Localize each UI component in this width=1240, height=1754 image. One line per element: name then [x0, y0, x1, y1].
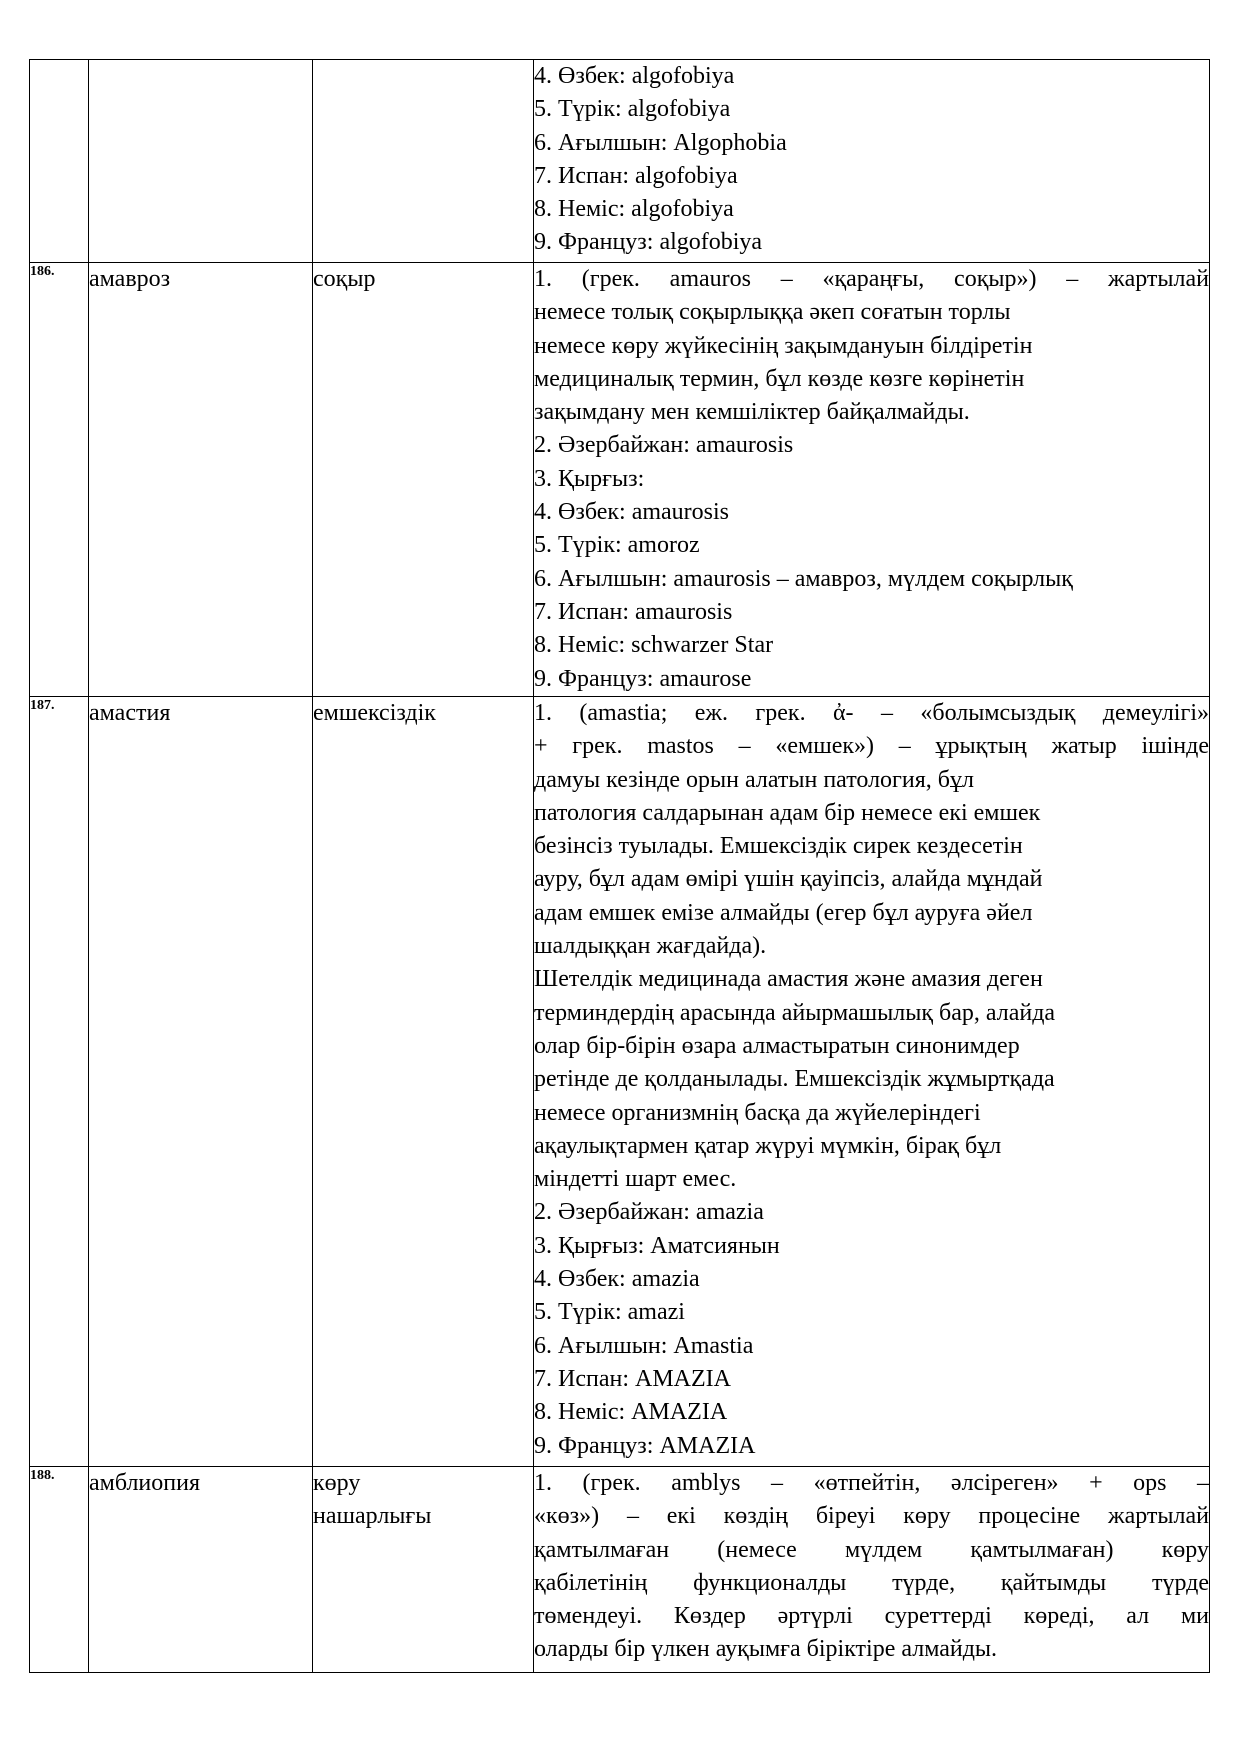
- entry-kazakh-term: [313, 263, 534, 697]
- definition-line: 3. Қырғыз: Аматсиянын: [534, 1232, 780, 1259]
- definition-line: 6. Ағылшын: Amastia: [534, 1332, 754, 1359]
- entry-term: [89, 60, 313, 263]
- definition-line: 3. Қырғыз:: [534, 465, 645, 492]
- entry-number: 187.: [30, 697, 89, 1467]
- definition-line: патология салдарынан адам бір немесе екі емшек: [534, 799, 1041, 826]
- definition-line: + грек. mastos – «емшек») – ұрықтың жатыр ішінде: [534, 733, 1209, 760]
- definition-line: 1. (грек. amblys – «өтпейтін, әлсіреген» + ops –: [534, 1470, 1209, 1496]
- definition-line: Шетелдік медицинада амастия және амазия деген: [534, 966, 1043, 993]
- definition-line: немесе толық соқырлыққа әкеп соғатын торлы: [534, 299, 1011, 326]
- definition-line: терминдердің арасында айырмашылық бар, алайда: [534, 999, 1056, 1026]
- definition-line: қабілетінің функционалды түрде, қайтымды түрде: [534, 1569, 1209, 1596]
- definition-line: 4. Өзбек: amaurosis: [534, 499, 729, 526]
- definition-line: 8. Неміс: algofobiya: [534, 196, 734, 223]
- entry-number: [30, 60, 89, 263]
- definition-line: 2. Әзербайжан: amazia: [534, 1199, 764, 1226]
- definition-line: 7. Испан: algofobiya: [534, 162, 738, 189]
- definition-line: төмендеуі. Көздер әртүрлі суреттерді көреді, ал ми: [534, 1603, 1209, 1630]
- definition-line: 5. Түрік: amoroz: [534, 532, 700, 559]
- definition-line: зақымдану мен кемшіліктер байқалмайды.: [534, 399, 970, 426]
- definition-line: 2. Әзербайжан: amaurosis: [534, 432, 794, 459]
- definition-line: 9. Француз: AMAZIA: [534, 1432, 756, 1459]
- table-row: [30, 697, 1210, 1467]
- definition-line: 7. Испан: amaurosis: [534, 598, 733, 625]
- table-body: [30, 60, 1210, 1673]
- definition-line: адам емшек емізе алмайды (егер бұл ауруға әйел: [534, 899, 1033, 926]
- entry-definition: [534, 697, 1210, 1467]
- kazakh-term-line: нашарлығы: [313, 1503, 432, 1530]
- definition-line: қамтылмаған (немесе мүлдем қамтылмаған) көру: [534, 1536, 1209, 1563]
- definition-line: шалдыққан жағдайда).: [534, 933, 767, 960]
- kazakh-term-line: соқыр: [313, 266, 376, 292]
- definition-line: ақаулықтармен қатар жүруі мүмкін, бірақ бұл: [534, 1132, 1002, 1159]
- kazakh-term-line: көру: [313, 1470, 361, 1496]
- kazakh-term-line: емшексіздік: [313, 700, 436, 726]
- entry-term: амавроз: [89, 263, 313, 697]
- definition-line: 6. Ағылшын: Algophobia: [534, 129, 787, 156]
- table-row: [30, 263, 1210, 697]
- definition-line: оларды бір үлкен ауқымға біріктіре алмайды.: [534, 1636, 998, 1663]
- definition-line: немесе көру жүйкесінің зақымдануын білдіретін: [534, 332, 1033, 359]
- definition-line: 8. Неміс: AMAZIA: [534, 1399, 728, 1426]
- table-row: [30, 60, 1210, 263]
- definition-line: 1. (грек. amauros – «қараңғы, соқыр») – жартылай: [534, 266, 1209, 292]
- definition-line: 6. Ағылшын: amaurosis – амавроз, мүлдем соқырлық: [534, 565, 1073, 592]
- definition-line: 1. (amastia; еж. грек. ἀ- – «болымсыздық демеулігі»: [534, 700, 1209, 726]
- definition-line: «көз») – екі көздің біреуі көру процесіне жартылай: [534, 1503, 1209, 1530]
- terminology-table: [29, 59, 1210, 1673]
- definition-line: 9. Француз: algofobiya: [534, 229, 763, 256]
- entry-term: амблиопия: [89, 1467, 313, 1673]
- definition-line: медициналық термин, бұл көзде көзге көрінетін: [534, 365, 1025, 392]
- entry-number: 186.: [30, 263, 89, 697]
- entry-kazakh-term: [313, 60, 534, 263]
- definition-line: немесе организмнің басқа да жүйелеріндегі: [534, 1099, 981, 1126]
- entry-definition: [534, 60, 1210, 263]
- definition-line: ауру, бұл адам өмірі үшін қауіпсіз, алайда мұндай: [534, 866, 1043, 893]
- definition-line: 4. Өзбек: amazia: [534, 1266, 700, 1293]
- definition-line: дамуы кезінде орын алатын патология, бұл: [534, 766, 974, 793]
- entry-kazakh-term: [313, 1467, 534, 1673]
- entry-kazakh-term: [313, 697, 534, 1467]
- definition-line: 5. Түрік: amazi: [534, 1299, 685, 1326]
- definition-line: 4. Өзбек: algofobiya: [534, 63, 735, 89]
- entry-term: амастия: [89, 697, 313, 1467]
- definition-line: 5. Түрік: algofobiya: [534, 96, 731, 123]
- entry-definition: [534, 263, 1210, 697]
- definition-line: 9. Француз: amaurose: [534, 665, 752, 692]
- table-row: [30, 1467, 1210, 1673]
- definition-line: 8. Неміс: schwarzer Star: [534, 632, 774, 659]
- entry-definition: [534, 1467, 1210, 1673]
- definition-line: ретінде де қолданылады. Емшексіздік жұмыртқада: [534, 1066, 1055, 1093]
- definition-line: 7. Испан: AMAZIA: [534, 1365, 731, 1392]
- definition-line: міндетті шарт емес.: [534, 1166, 737, 1193]
- definition-line: олар бір-бірін өзара алмастыратын синонимдер: [534, 1032, 1020, 1059]
- entry-number: 188.: [30, 1467, 89, 1673]
- definition-line: безінсіз туылады. Емшексіздік сирек кездесетін: [534, 833, 1023, 860]
